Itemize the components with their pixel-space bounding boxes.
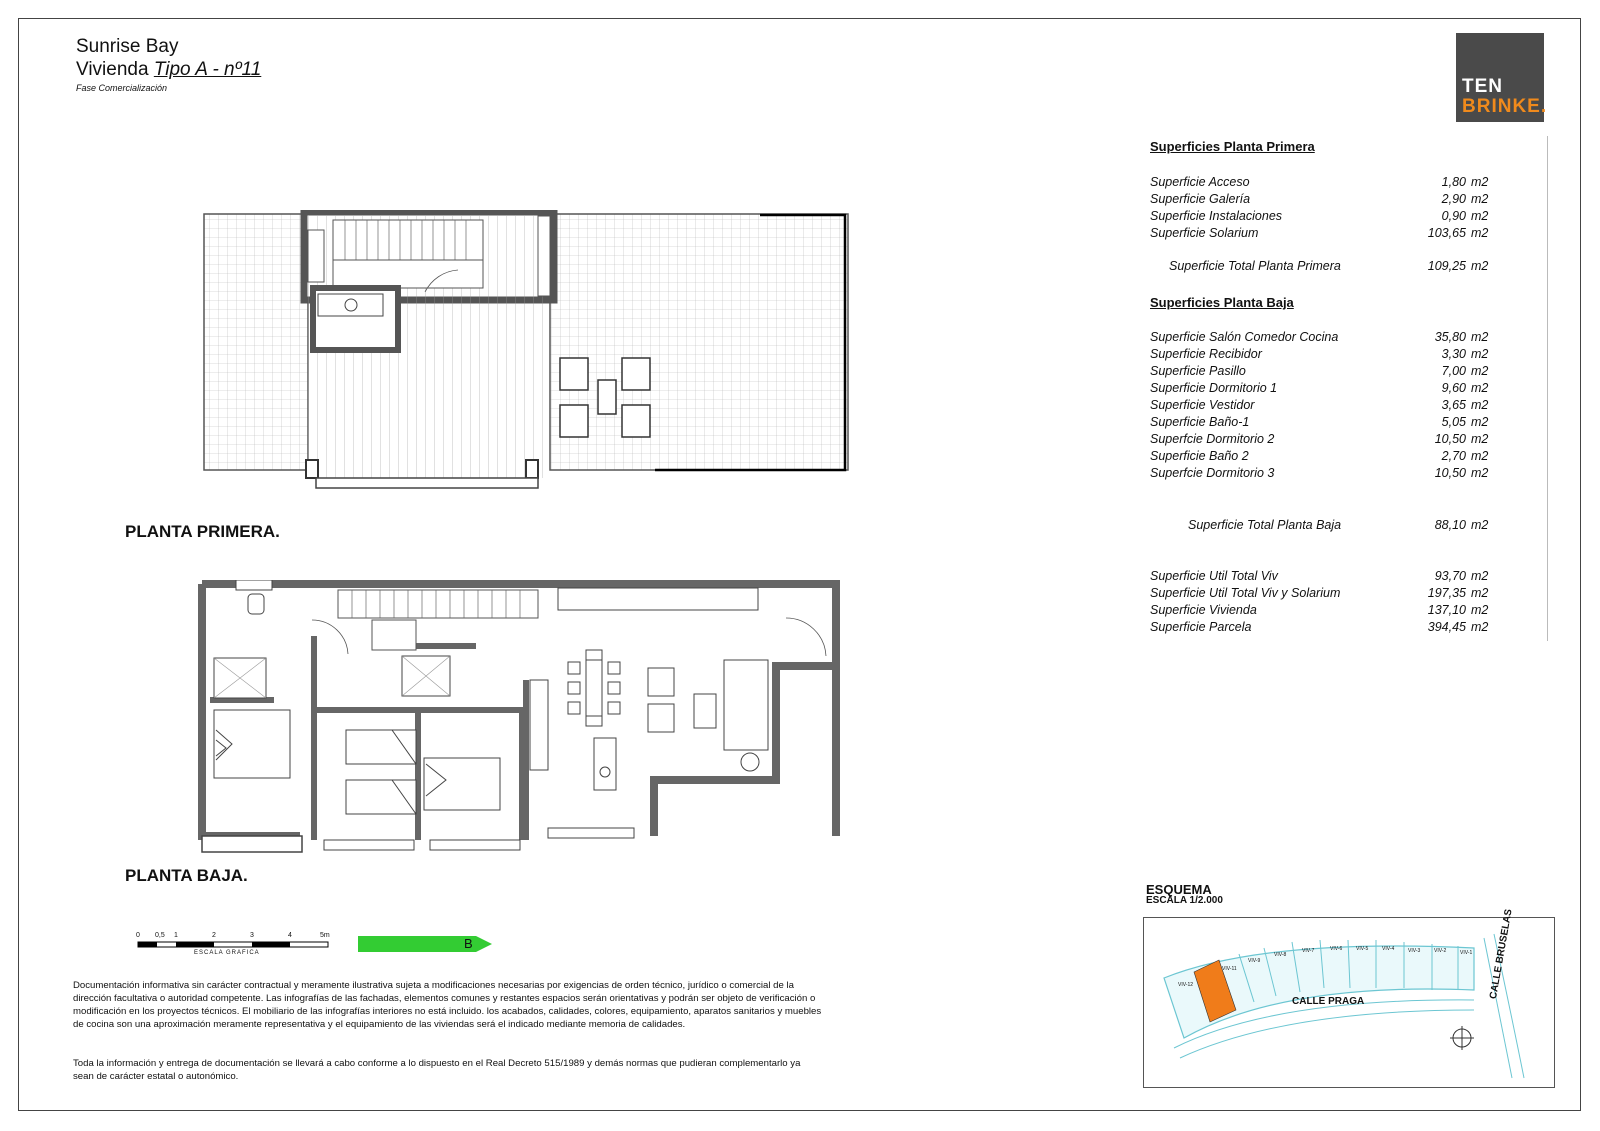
disclaimer-paragraph-1: Documentación informativa sin carácter contractual y meramente ilustrativa sujeta a modificaciones necesarias por exigencias de orden técnico, jurídico o comercial de la dirección facultativa o autoridad competente. Las infografías de las fachadas, elementos comunes y restantes espacios serán orientativas y podrán ser objeto de verificación o modificación en los proyectos técnicos. El mobiliario de las infografías interiores no está incluido. los acabados, calidades, colores, equipamiento, aparatos sanitarios y muebles de cocina son una aproximación meramente representativa y el equipamiento de las viviendas será el indicado mediante memoria de calidades. [73,980,822,1030]
scale-tick-label: 0 [136,932,140,939]
first-floor-surface-unit: m2 [1471,175,1489,189]
ground-floor-surface-unit: m2 [1471,432,1489,446]
unit-prefix: Vivienda [76,59,149,80]
summary-surface-row [1150,586,1489,600]
unit-type: Tipo A - nº11 [153,59,262,80]
ground-floor-surface-value: 3,65 [1441,398,1466,412]
street-bruselas: CALLE BRUSELAS [1488,908,1515,1000]
ground-floor-surface-label: Superficie Recibidor [1150,347,1262,361]
ground-floor-surfaces-title: Superficies Planta Baja [1150,295,1294,310]
ground-floor-total-value: 88,10 [1434,518,1466,532]
summary-surface-unit: m2 [1471,603,1489,617]
ground-floor-surface-value: 9,60 [1441,381,1466,395]
ground-floor-surface-label: Superficie Pasillo [1150,364,1246,378]
panel-divider [1547,136,1548,641]
ground-floor-label: PLANTA BAJA. [125,866,248,885]
scale-tick-label: 2 [212,932,216,939]
summary-surface-value: 137,10 [1427,603,1466,617]
plot-label: VIV-9 [1248,958,1261,964]
plot-label: VIV-3 [1408,948,1421,954]
summary-surface-value: 197,35 [1427,586,1466,600]
summary-surface-label: Superficie Util Total Viv y Solarium [1150,586,1341,600]
summary-surface-value: 394,45 [1427,620,1466,634]
plot-label: VIV-11 [1222,966,1237,972]
summary-surface-unit: m2 [1471,620,1489,634]
plot-label: VIV-4 [1382,946,1395,952]
ground-floor-surface-value: 10,50 [1434,466,1466,480]
ground-floor-surface-value: 7,00 [1441,364,1466,378]
first-floor-total-label: Superficie Total Planta Primera [1169,259,1341,273]
plot-label: VIV-5 [1356,946,1369,952]
ground-floor-surface-row [1150,398,1489,412]
summary-surface-label: Superficie Parcela [1150,620,1252,634]
street-praga: CALLE PRAGA [1292,996,1365,1007]
first-floor-total-row [1169,259,1489,273]
first-floor-surface-value: 0,90 [1441,209,1466,223]
ground-floor-surface-value: 35,80 [1434,330,1466,344]
logo-line-2: BRINKE. [1462,96,1548,117]
ground-floor-surface-label: Superficie Baño 2 [1150,449,1249,463]
ground-floor-surface-unit: m2 [1471,415,1489,429]
first-floor-surface-value: 2,90 [1441,192,1466,206]
ground-floor-surface-unit: m2 [1471,398,1489,412]
ground-floor-surface-value: 5,05 [1441,415,1466,429]
first-floor-surface-row [1150,175,1489,189]
ground-floor-surface-row [1150,432,1489,446]
plot-label: VIV-1 [1460,950,1473,956]
schema-heading [1146,883,1223,906]
project-name: Sunrise Bay [76,36,179,57]
ground-floor-surface-row [1150,449,1489,463]
scale-tick-label: 1 [174,932,178,939]
ground-floor-surface-row [1150,381,1489,395]
ground-floor-total-label: Superficie Total Planta Baja [1188,518,1342,532]
energy-arrow [358,934,494,954]
summary-surface-label: Superficie Util Total Viv [1150,569,1278,583]
summary-surface-row [1150,620,1489,634]
first-floor-label: PLANTA PRIMERA. [125,522,280,541]
ground-floor-total-unit: m2 [1471,518,1489,532]
first-floor-surface-label: Superficie Instalaciones [1150,209,1283,223]
plot-label: VIV-2 [1434,948,1447,954]
first-floor-surface-row [1150,226,1489,240]
ground-floor-surface-label: Superfcie Dormitorio 2 [1150,432,1275,446]
scale-caption: ESCALA GRAFICA [194,950,260,956]
ground-floor-surface-label: Superficie Dormitorio 1 [1150,381,1278,395]
plot-label: VIV-8 [1274,952,1287,958]
ground-floor-surface-row [1150,364,1489,378]
first-floor-surface-label: Superficie Acceso [1150,175,1250,189]
first-floor-surface-unit: m2 [1471,192,1489,206]
ground-floor-surface-row [1150,347,1489,361]
first-floor-plan [200,210,860,500]
ground-floor-total-row [1188,518,1489,532]
ground-floor-surface-label: Superficie Salón Comedor Cocina [1150,330,1339,344]
plot-label: VIV-12 [1178,982,1194,988]
summary-surface-label: Superficie Vivienda [1150,603,1257,617]
energy-rating-letter: B [464,936,473,951]
scale-tick-label: 5m [320,932,330,939]
summary-surface-row [1150,569,1489,583]
plot-label: VIV-7 [1302,948,1315,954]
first-floor-total-unit: m2 [1471,259,1489,273]
first-floor-surface-label: Superficie Solarium [1150,226,1259,240]
first-floor-surface-row [1150,192,1489,206]
scale-tick-label: 3 [250,932,254,939]
disclaimer-paragraph-2: Toda la información y entrega de documentación se llevará a cabo conforme a lo dispuesto en el Real Decreto 515/1989 y demás normas que pudieran complementarlo ya sean de carácter estatal o autonómico. [73,1058,801,1082]
ground-floor-surface-unit: m2 [1471,466,1489,480]
ground-floor-surface-value: 3,30 [1441,347,1466,361]
header [76,36,261,93]
first-floor-total-value: 109,25 [1427,259,1466,273]
plot-label: VIV-6 [1330,946,1343,952]
ground-floor-surface-label: Superficie Baño-1 [1150,415,1250,429]
ground-floor-surface-value: 10,50 [1434,432,1466,446]
logo-line-1: TEN [1462,76,1503,97]
scale-tick-label: 0,5 [155,932,165,939]
phase-label: Fase Comercialización [76,83,168,93]
summary-surface-unit: m2 [1471,586,1489,600]
ground-floor-surface-row [1150,466,1489,480]
scale-tick-label: 4 [288,932,292,939]
first-floor-surface-label: Superficie Galería [1150,192,1251,206]
summary-surface-unit: m2 [1471,569,1489,583]
ground-floor-surface-label: Superfcie Dormitorio 3 [1150,466,1275,480]
ground-floor-surface-value: 2,70 [1441,449,1466,463]
ground-floor-surface-unit: m2 [1471,449,1489,463]
first-floor-surfaces-title: Superficies Planta Primera [1150,139,1315,154]
first-floor-surface-unit: m2 [1471,209,1489,223]
first-floor-surface-unit: m2 [1471,226,1489,240]
ground-floor-surface-row [1150,415,1489,429]
company-logo [1456,33,1548,122]
ground-floor-surface-label: Superficie Vestidor [1150,398,1255,412]
unit-title [76,58,261,82]
ground-floor-plan [196,580,858,872]
schema-title: ESQUEMA [1146,882,1212,897]
ground-floor-surface-unit: m2 [1471,381,1489,395]
first-floor-surface-value: 1,80 [1441,175,1466,189]
ground-floor-surface-row [1150,330,1489,344]
ground-floor-surface-unit: m2 [1471,330,1489,344]
ground-floor-surface-unit: m2 [1471,364,1489,378]
summary-surface-row [1150,603,1489,617]
site-map [1143,908,1555,1088]
ground-floor-surface-unit: m2 [1471,347,1489,361]
first-floor-surface-value: 103,65 [1427,226,1466,240]
summary-surface-value: 93,70 [1434,569,1466,583]
schema-scale: ESCALA 1/2.000 [1146,895,1223,906]
first-floor-surface-row [1150,209,1489,223]
